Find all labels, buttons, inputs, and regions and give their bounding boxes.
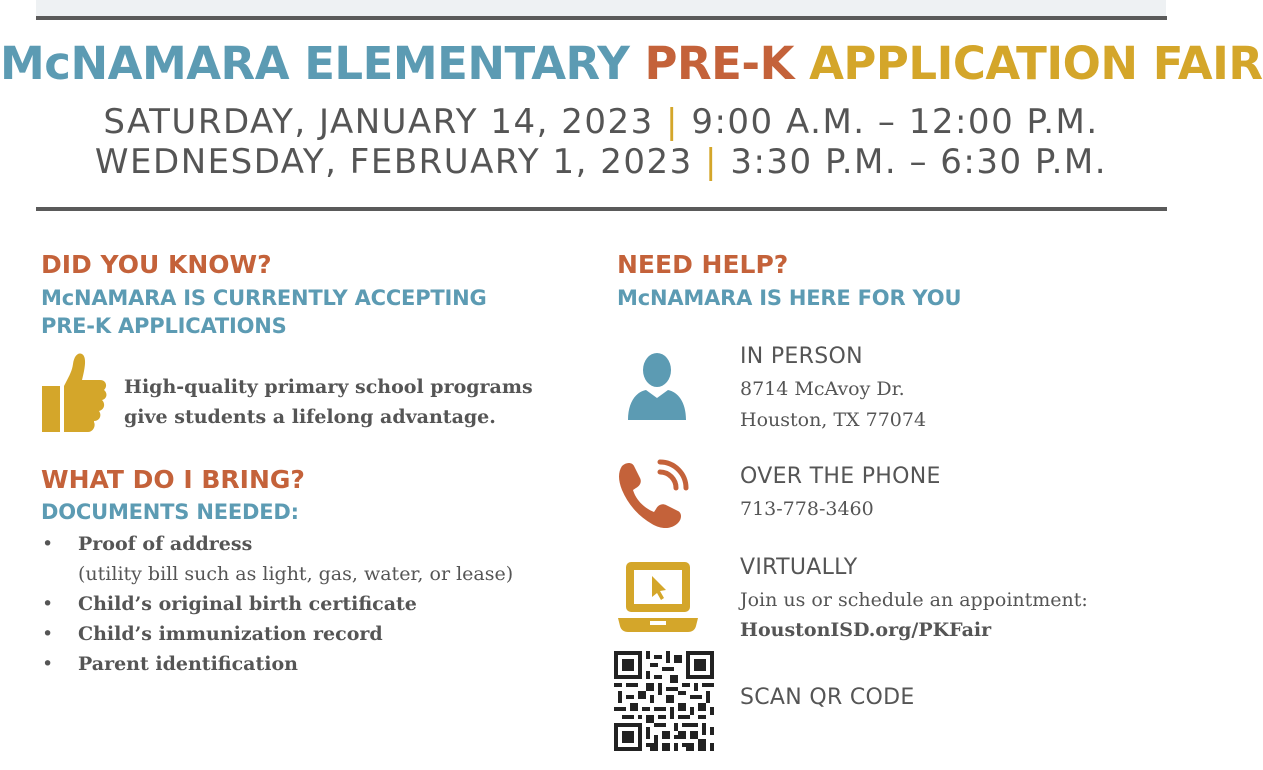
- date-1-separator: |: [666, 102, 680, 142]
- over-the-phone-label: OVER THE PHONE: [740, 464, 941, 489]
- advantage-text-line2: give students a lifelong advantage.: [124, 406, 496, 428]
- list-item-note: [40, 559, 513, 589]
- bullet: •: [42, 533, 54, 555]
- list-item: [40, 619, 513, 649]
- qr-code-icon[interactable]: [614, 651, 714, 751]
- bottom-divider: [36, 207, 1167, 211]
- date-2-time: 3:30 P.M. – 6:30 P.M.: [730, 142, 1108, 182]
- top-banner-strip: [36, 0, 1166, 16]
- virtual-schedule-text: Join us or schedule an appointment:: [740, 589, 1088, 611]
- phone-number[interactable]: 713-778-3460: [740, 498, 874, 520]
- page-title: [0, 36, 1263, 92]
- title-prek: PRE-K: [644, 37, 794, 90]
- accepting-subheading-line1: McNAMARA IS CURRENTLY ACCEPTING: [41, 286, 487, 310]
- virtually-label: VIRTUALLY: [740, 555, 858, 580]
- advantage-text-line1: High-quality primary school programs: [124, 376, 533, 398]
- address-line1: 8714 McAvoy Dr.: [740, 378, 905, 400]
- document-proof-of-address: Proof of address: [78, 533, 253, 555]
- thumbs-up-icon: [38, 350, 108, 436]
- document-proof-of-address-note: (utility bill such as light, gas, water, or lease): [78, 563, 514, 585]
- document-parent-identification: Parent identification: [78, 653, 298, 675]
- document-birth-certificate: Child’s original birth certificate: [78, 593, 417, 615]
- person-icon: [626, 352, 688, 422]
- here-for-you-subheading: McNAMARA IS HERE FOR YOU: [617, 286, 962, 310]
- need-help-heading: NEED HELP?: [617, 250, 789, 279]
- accepting-subheading-line2: PRE-K APPLICATIONS: [41, 314, 287, 338]
- document-immunization-record: Child’s immunization record: [78, 623, 383, 645]
- address-line2: Houston, TX 77074: [740, 409, 927, 431]
- top-divider: [36, 16, 1167, 20]
- scan-qr-label: SCAN QR CODE: [740, 685, 915, 710]
- title-school: McNAMARA ELEMENTARY: [0, 37, 630, 90]
- list-item: [40, 589, 513, 619]
- bullet: •: [42, 593, 54, 615]
- what-do-i-bring-heading: WHAT DO I BRING?: [41, 465, 305, 494]
- did-you-know-heading: DID YOU KNOW?: [41, 250, 272, 279]
- documents-list: [40, 529, 513, 679]
- phone-icon: [616, 458, 692, 532]
- in-person-label: IN PERSON: [740, 344, 863, 369]
- documents-needed-subheading: DOCUMENTS NEEDED:: [41, 500, 299, 524]
- bullet: •: [42, 623, 54, 645]
- event-date-1: [0, 102, 1202, 142]
- date-1-time: 9:00 A.M. – 12:00 P.M.: [691, 102, 1099, 142]
- list-item: [40, 649, 513, 679]
- laptop-icon: [616, 560, 700, 634]
- bullet: •: [42, 653, 54, 675]
- title-application-fair: APPLICATION FAIR: [809, 37, 1263, 90]
- date-1-day: SATURDAY, JANUARY 14, 2023: [103, 102, 654, 142]
- event-date-2: [0, 142, 1202, 182]
- pkfair-link[interactable]: HoustonISD.org/PKFair: [740, 619, 992, 641]
- date-2-day: WEDNESDAY, FEBRUARY 1, 2023: [94, 142, 693, 182]
- list-item: [40, 529, 513, 559]
- date-2-separator: |: [705, 142, 719, 182]
